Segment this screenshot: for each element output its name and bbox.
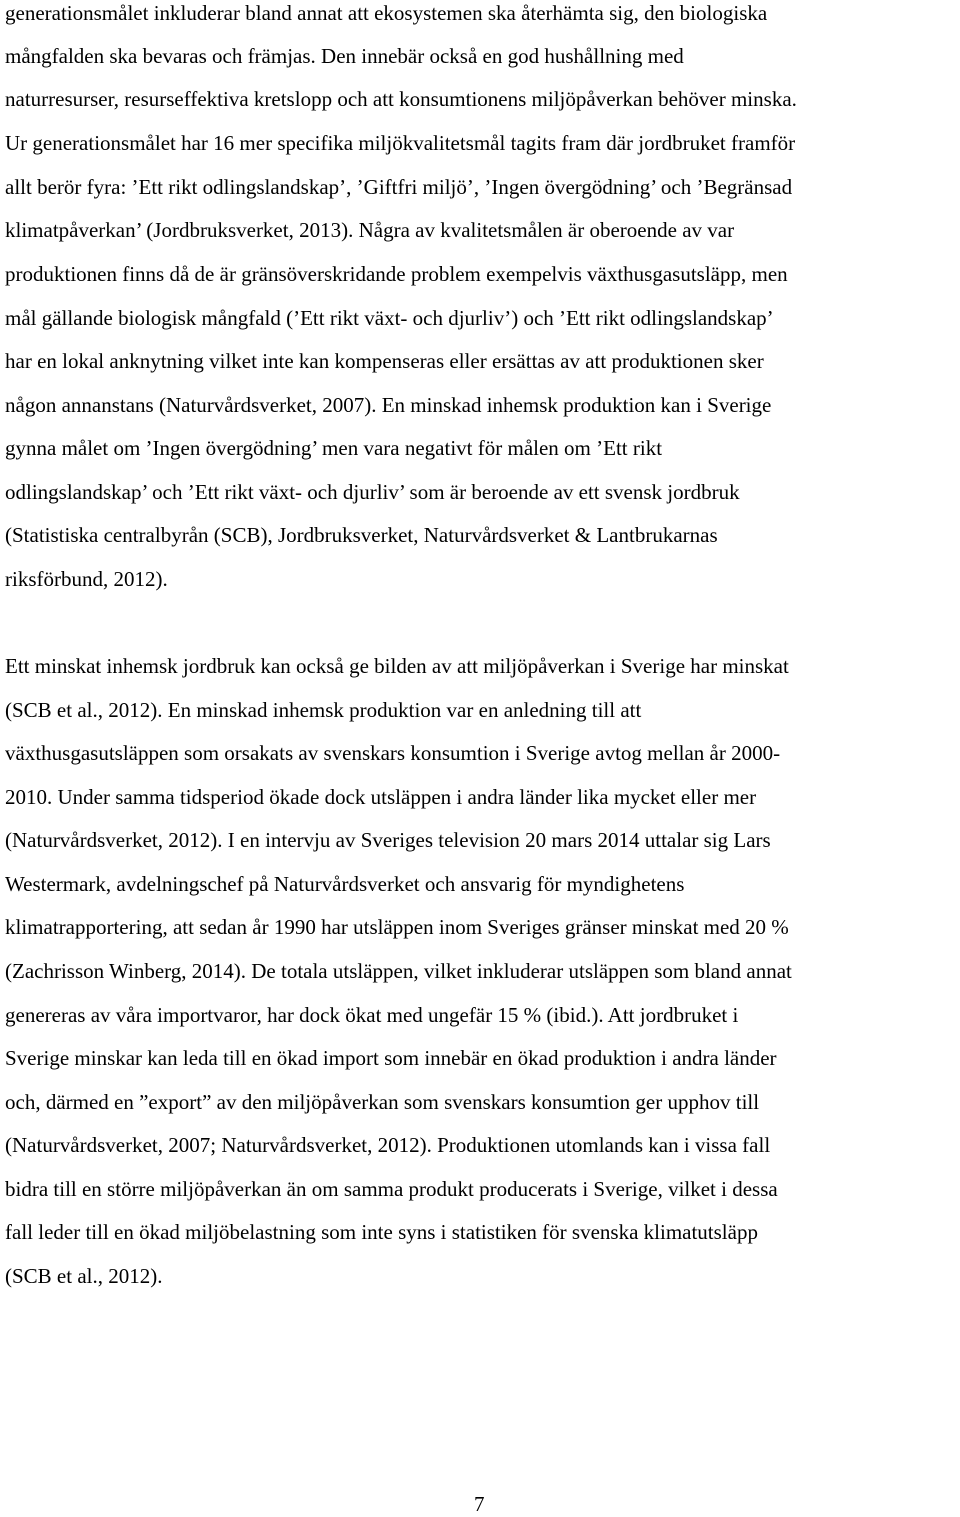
text-line: växthusgasutsläppen som orsakats av svenskars konsumtion i Sverige avtog mellan år 2000- [5,741,781,765]
text-line: någon annanstans (Naturvårdsverket, 2007). En minskad inhemsk produktion kan i Sverige [5,393,772,417]
text-line: (Zachrisson Winberg, 2014). De totala utsläppen, vilket inkluderar utsläppen som bland annat [5,959,792,983]
text-line: klimatrapportering, att sedan år 1990 har utsläppen inom Sveriges gränser minskat med 20 % [5,915,789,939]
text-line: Sverige minskar kan leda till en ökad import som innebär en ökad produktion i andra länder [5,1046,777,1070]
text-line: mångfalden ska bevaras och främjas. Den innebär också en god hushållning med [5,44,684,68]
text-line: (SCB et al., 2012). En minskad inhemsk produktion var en anledning till att [5,698,642,722]
text-line: gynna målet om ’Ingen övergödning’ men vara negativt för målen om ’Ett rikt [5,436,663,460]
page-number: 7 [474,1492,485,1516]
text-line: odlingslandskap’ och ’Ett rikt växt- och djurliv’ som är beroende av ett svensk jordbruk [5,480,740,504]
text-line: produktionen finns då de är gränsöverskridande problem exempelvis växthusgasutsläpp, men [5,262,788,286]
text-line: Ett minskat inhemsk jordbruk kan också ge bilden av att miljöpåverkan i Sverige har minskat [5,654,789,678]
text-line: bidra till en större miljöpåverkan än om samma produkt producerats i Sverige, vilket i dessa [5,1177,778,1201]
text-line: (Naturvårdsverket, 2007; Naturvårdsverket, 2012). Produktionen utomlands kan i vissa fall [5,1133,771,1157]
text-line: riksförbund, 2012). [5,567,168,591]
text-line: (SCB et al., 2012). [5,1264,163,1288]
text-line: allt berör fyra: ’Ett rikt odlingslandskap’, ’Giftfri miljö’, ’Ingen övergödning’ och ’Begränsad [5,175,793,199]
text-line: (Statistiska centralbyrån (SCB), Jordbruksverket, Naturvårdsverket & Lantbrukarnas [5,523,718,547]
text-line: (Naturvårdsverket, 2012). I en intervju av Sveriges television 20 mars 2014 uttalar sig Lars [5,828,771,852]
text-line: har en lokal anknytning vilket inte kan kompenseras eller ersättas av att produktionen sker [5,349,764,373]
text-line: fall leder till en ökad miljöbelastning som inte syns i statistiken för svenska klimatutsläpp [5,1220,758,1244]
text-line: 2010. Under samma tidsperiod ökade dock utsläppen i andra länder lika mycket eller mer [5,785,757,809]
text-line: Ur generationsmålet har 16 mer specifika miljökvalitetsmål tagits fram där jordbruket framför [5,131,796,155]
text-line: mål gällande biologisk mångfald (’Ett rikt växt- och djurliv’) och ’Ett rikt odlingslandskap’ [5,306,774,330]
text-line: naturresurser, resurseffektiva kretslopp och att konsumtionens miljöpåverkan behöver minska. [5,87,797,111]
text-line: generationsmålet inkluderar bland annat att ekosystemen ska återhämta sig, den biologiska [5,1,768,25]
text-line: Westermark, avdelningschef på Naturvårdsverket och ansvarig för myndighetens [5,872,685,896]
text-line: och, därmed en ”export” av den miljöpåverkan som svenskars konsumtion ger upphov till [5,1090,760,1114]
text-line: genereras av våra importvaror, har dock ökat med ungefär 15 % (ibid.). Att jordbruket i [5,1003,739,1027]
text-line: klimatpåverkan’ (Jordbruksverket, 2013). Några av kvalitetsmålen är oberoende av var [5,218,735,242]
